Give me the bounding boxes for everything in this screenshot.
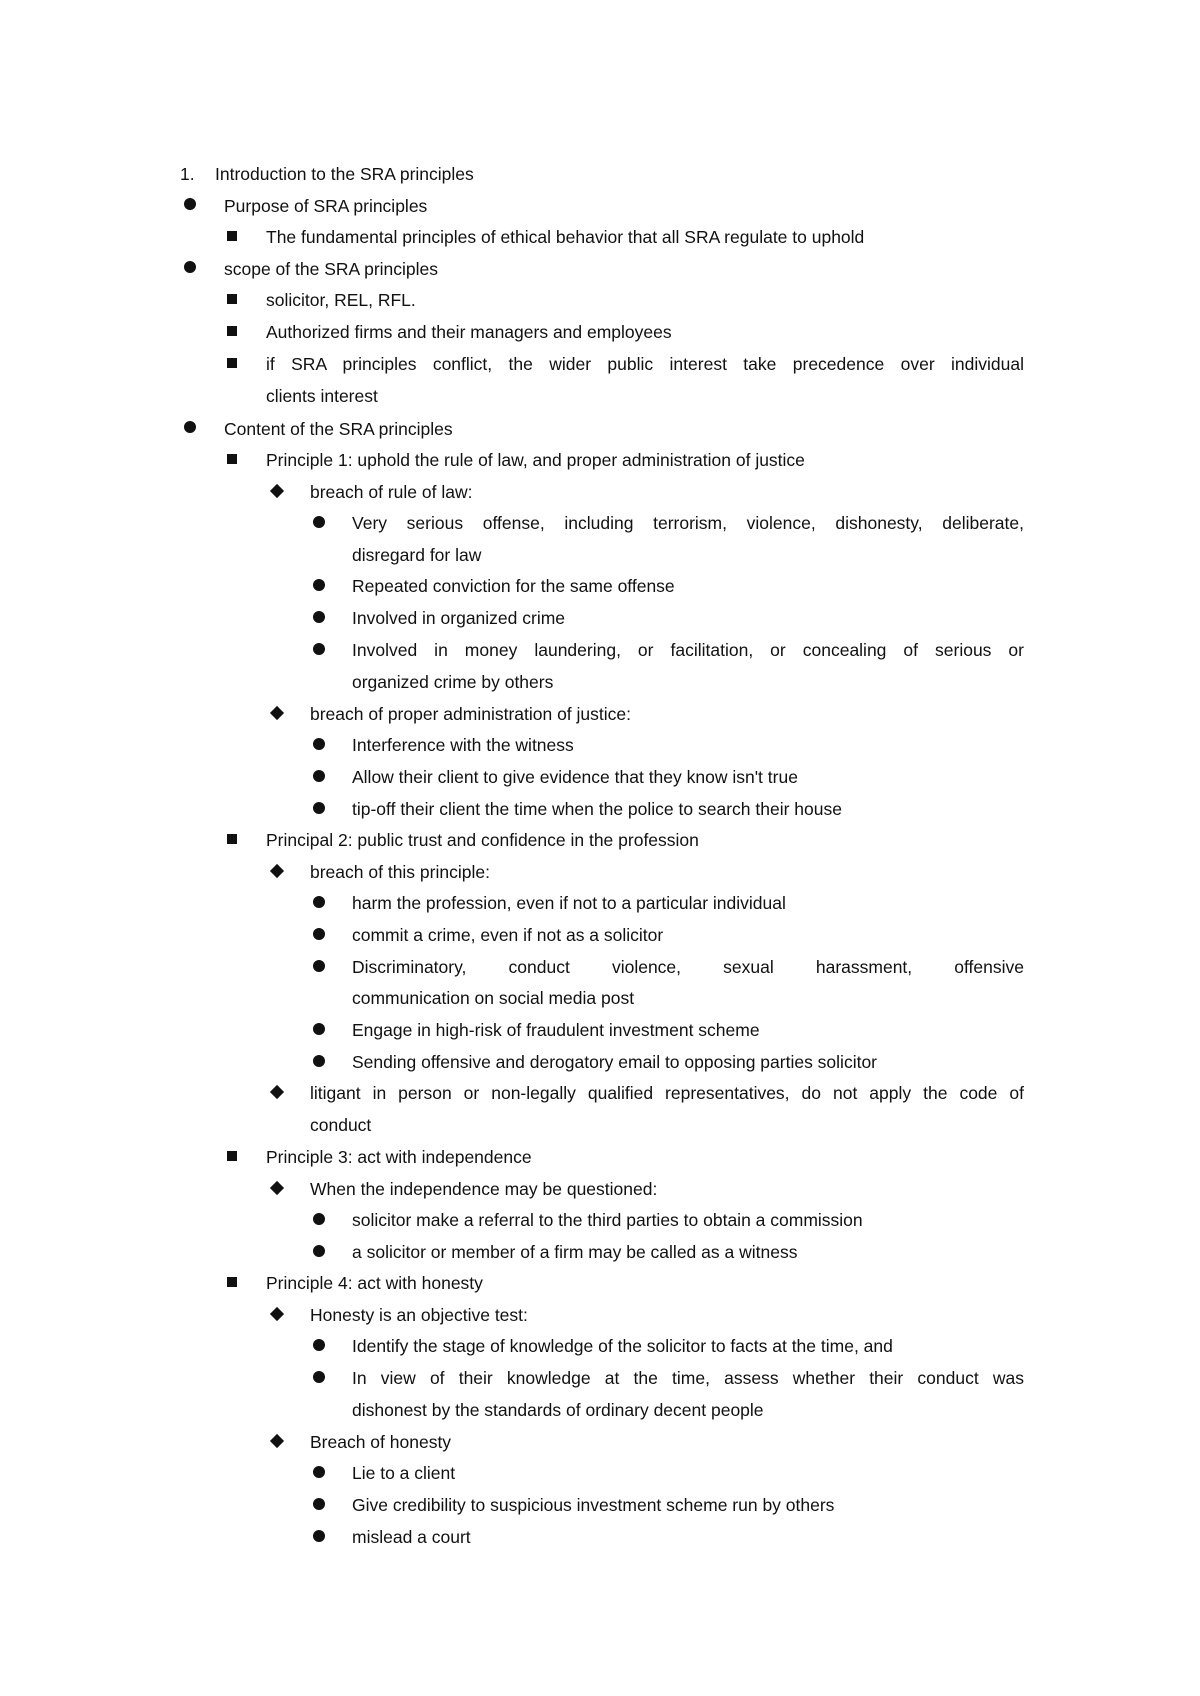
rule-of-law-item-1-line-2: disregard for law [352, 545, 482, 565]
bullet-dot-icon [313, 1245, 325, 1257]
bullet-square-icon [227, 834, 237, 844]
breach-of-honesty-item-1: Lie to a client [352, 1463, 456, 1483]
scope-item-2: Authorized firms and their managers and employees [266, 322, 672, 342]
rule-of-law-item-2: Repeated conviction for the same offense [352, 576, 675, 596]
bullet-dot-icon [184, 198, 196, 210]
objective-test-item-2-line-1: In view of their knowledge at the time, assess whether their conduct was [352, 1368, 1024, 1388]
principle-2-breach-item-4: Engage in high-risk of fraudulent investment scheme [352, 1020, 760, 1040]
principle-3-title: Principle 3: act with independence [266, 1147, 532, 1167]
scope-item-3-line-2: clients interest [266, 386, 378, 406]
bullet-dot-icon [184, 421, 196, 433]
bullet-dot-icon [313, 579, 325, 591]
objective-test-item-1: Identify the stage of knowledge of the solicitor to facts at the time, and [352, 1336, 893, 1356]
bullet-square-icon [227, 454, 237, 464]
principle-4-title: Principle 4: act with honesty [266, 1273, 483, 1293]
bullet-dot-icon [313, 1530, 325, 1542]
bullet-dot-icon [313, 960, 325, 972]
principle-2-breach-title: breach of this principle: [310, 862, 490, 882]
rule-of-law-title: breach of rule of law: [310, 482, 473, 502]
bullet-dot-icon [313, 1371, 325, 1383]
bullet-diamond-icon [270, 706, 284, 720]
principle-2-breach-item-3-line-1: Discriminatory, conduct violence, sexual harassment, offensive [352, 957, 1024, 977]
principle-1-title: Principle 1: uphold the rule of law, and proper administration of justice [266, 450, 805, 470]
bullet-diamond-icon [270, 484, 284, 498]
bullet-dot-icon [313, 1023, 325, 1035]
heading: Introduction to the SRA principles [215, 164, 474, 184]
objective-test-item-2-line-2: dishonest by the standards of ordinary decent people [352, 1400, 764, 1420]
bullet-dot-icon [313, 643, 325, 655]
bullet-square-icon [227, 1277, 237, 1287]
bullet-diamond-icon [270, 1307, 284, 1321]
bullet-diamond-icon [270, 1181, 284, 1195]
litigant-line-1: litigant in person or non-legally qualified representatives, do not apply the code of [310, 1083, 1024, 1103]
bullet-dot-icon [313, 1466, 325, 1478]
bullet-dot-icon [313, 802, 325, 814]
bullet-dot-icon [313, 928, 325, 940]
rule-of-law-item-3: Involved in organized crime [352, 608, 566, 628]
bullet-dot-icon [313, 1213, 325, 1225]
bullet-square-icon [227, 231, 237, 241]
independence-title: When the independence may be questioned: [310, 1179, 658, 1199]
principle-2-title: Principal 2: public trust and confidence in the profession [266, 830, 699, 850]
rule-of-law-item-4-line-2: organized crime by others [352, 672, 554, 692]
bullet-square-icon [227, 358, 237, 368]
administration-item-2: Allow their client to give evidence that they know isn't true [352, 767, 798, 787]
administration-title: breach of proper administration of justice: [310, 704, 631, 724]
independence-item-2: a solicitor or member of a firm may be called as a witness [352, 1242, 798, 1262]
bullet-square-icon [227, 1151, 237, 1161]
bullet-dot-icon [313, 516, 325, 528]
bullet-dot-icon [313, 1055, 325, 1067]
breach-of-honesty-item-3: mislead a court [352, 1527, 471, 1547]
bullet-dot-icon [313, 896, 325, 908]
rule-of-law-item-1-line-1: Very serious offense, including terrorism, violence, dishonesty, deliberate, [352, 513, 1024, 533]
scope-item-3-line-1: if SRA principles conflict, the wider public interest take precedence over individual [266, 354, 1024, 374]
administration-item-3: tip-off their client the time when the police to search their house [352, 799, 842, 819]
bullet-diamond-icon [270, 1085, 284, 1099]
purpose-title: Purpose of SRA principles [224, 196, 428, 216]
independence-item-1: solicitor make a referral to the third parties to obtain a commission [352, 1210, 863, 1230]
purpose-item: The fundamental principles of ethical behavior that all SRA regulate to uphold [266, 227, 865, 247]
bullet-dot-icon [313, 1498, 325, 1510]
bullet-diamond-icon [270, 864, 284, 878]
bullet-diamond-icon [270, 1434, 284, 1448]
bullet-dot-icon [313, 611, 325, 623]
principle-2-breach-item-2: commit a crime, even if not as a solicitor [352, 925, 664, 945]
scope-title: scope of the SRA principles [224, 259, 439, 279]
rule-of-law-item-4-line-1: Involved in money laundering, or facilitation, or concealing of serious or [352, 640, 1024, 660]
scope-item-1: solicitor, REL, RFL. [266, 290, 416, 310]
bullet-dot-icon [313, 770, 325, 782]
principle-2-breach-item-1: harm the profession, even if not to a particular individual [352, 893, 786, 913]
bullet-square-icon [227, 294, 237, 304]
objective-test-title: Honesty is an objective test: [310, 1305, 528, 1325]
principle-2-breach-item-5: Sending offensive and derogatory email to opposing parties solicitor [352, 1052, 877, 1072]
administration-item-1: Interference with the witness [352, 735, 574, 755]
bullet-dot-icon [313, 738, 325, 750]
bullet-dot-icon [313, 1339, 325, 1351]
heading-number: 1. [180, 164, 195, 184]
litigant-line-2: conduct [310, 1115, 372, 1135]
bullet-dot-icon [184, 261, 196, 273]
content-title: Content of the SRA principles [224, 419, 453, 439]
breach-of-honesty-item-2: Give credibility to suspicious investment scheme run by others [352, 1495, 835, 1515]
principle-2-breach-item-3-line-2: communication on social media post [352, 988, 635, 1008]
bullet-square-icon [227, 326, 237, 336]
breach-of-honesty-title: Breach of honesty [310, 1432, 452, 1452]
